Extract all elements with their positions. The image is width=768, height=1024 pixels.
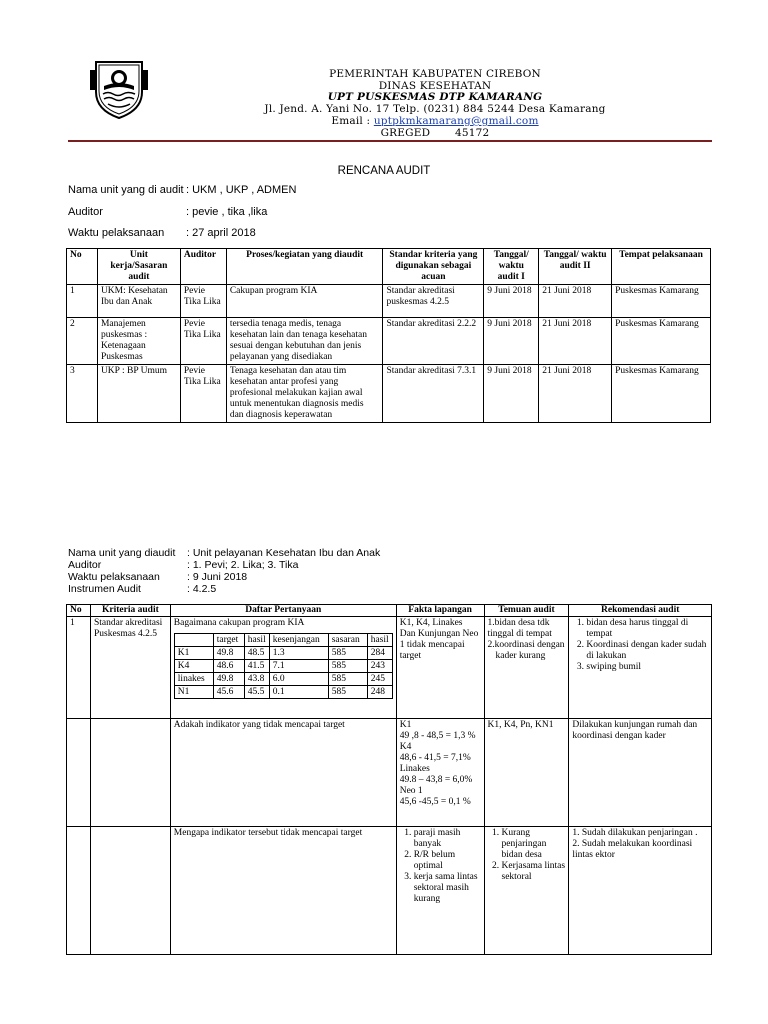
table-header-row (67, 605, 712, 617)
meta-value-unit: : Unit pelayanan Kesehatan Ibu dan Anak (187, 547, 381, 559)
fact-line: Linakes (399, 764, 430, 774)
fact-line: K1 (399, 720, 412, 730)
list-item: 2. Koordinasi dengan kader sudah di lakukan (586, 640, 708, 662)
cell-findings: K1, K4, Pn, KN1 (484, 719, 569, 827)
finding-line: kader kurang (495, 651, 546, 661)
audit-instrument-table (66, 604, 712, 955)
findings-list (488, 828, 566, 883)
inner-cell: K1 (174, 647, 213, 660)
inner-cell: 245 (367, 673, 392, 686)
inner-cell: sasaran (328, 634, 367, 647)
cell: 21 Juni 2018 (539, 285, 612, 318)
inner-cell: 41.5 (244, 660, 269, 673)
col-header-facts: Fakta lapangan (396, 605, 484, 617)
col-header-no: No (67, 605, 91, 617)
inner-cell: 585 (328, 686, 367, 699)
header-divider (68, 140, 712, 142)
table-row (67, 719, 712, 827)
inner-cell: 585 (328, 647, 367, 660)
cell-no (67, 719, 91, 827)
cell: UKP : BP Umum (97, 365, 180, 423)
meta-label-date: Waktu pelaksanaan (68, 227, 165, 239)
cell-criteria: Standar akreditasi Puskesmas 4.2.5 (90, 617, 170, 719)
cell: Pevie Tika Lika (180, 318, 226, 365)
facts-list (400, 828, 481, 905)
header-line-address: Jl. Jend. A. Yani No. 17 Telp. (0231) 884 5244 Desa Kamarang (264, 103, 606, 115)
inner-cell: 48.6 (213, 660, 244, 673)
header-line-puskesmas: UPT PUSKESMAS DTP KAMARANG (327, 91, 543, 103)
meta-label-auditor: Auditor (68, 559, 102, 571)
inner-cell: 48.5 (244, 647, 269, 660)
inner-cell: 45.6 (213, 686, 244, 699)
inner-cell: 6.0 (269, 673, 328, 686)
col-header-questions: Daftar Pertanyaan (170, 605, 396, 617)
meta-value-instrument: : 4.2.5 (187, 583, 217, 595)
cell: 21 Juni 2018 (539, 318, 612, 365)
inner-cell: 1.3 (269, 647, 328, 660)
meta-label-auditor: Auditor (68, 206, 103, 218)
inner-cell: 248 (367, 686, 392, 699)
cell-recommendations (569, 617, 712, 719)
cell: 2 (67, 318, 98, 365)
list-item: 3. swiping bumil (586, 662, 708, 673)
document-title: RENCANA AUDIT (337, 165, 431, 177)
cell: Pevie Tika Lika (180, 365, 226, 423)
cell-recommendations (569, 827, 712, 955)
cell-facts: K1, K4, Linakes Dan Kunjungan Neo 1 tidak mencapai target (396, 617, 484, 719)
cell-recommendations: Dilakukan kunjungan rumah dan koordinasi dengan kader (569, 719, 712, 827)
col-header-recommendations: Rekomendasi audit (569, 605, 712, 617)
recommendation-line: 1. Sudah dilakukan penjaringan . (572, 828, 698, 838)
meta-value-date: : 27 april 2018 (186, 227, 256, 239)
cell: 3 (67, 365, 98, 423)
meta-value-unit: : UKM , UKP , ADMEN (186, 184, 297, 196)
cell: Puskesmas Kamarang (612, 285, 711, 318)
recommendation-line: 2. Sudah melakukan koordinasi lintas ektor (572, 839, 693, 860)
col-header-place: Tempat pelaksanaan (612, 249, 711, 285)
table-row (67, 827, 712, 955)
inner-row (174, 647, 392, 660)
inner-cell: 284 (367, 647, 392, 660)
cell: 9 Juni 2018 (484, 285, 539, 318)
list-item: 2. R/R belum optimal (414, 850, 481, 872)
inner-cell: 49.8 (213, 673, 244, 686)
inner-row (174, 686, 392, 699)
cell: Puskesmas Kamarang (612, 365, 711, 423)
col-header-findings: Temuan audit (484, 605, 569, 617)
inner-cell: 43.8 (244, 673, 269, 686)
cell-no: 1 (67, 617, 91, 719)
cell: Manajemen puskesmas : Ketenagaan Puskesmas (97, 318, 180, 365)
col-header-process: Proses/kegiatan yang diaudit (226, 249, 383, 285)
cell-facts (396, 827, 484, 955)
list-item: 1. bidan desa harus tinggal di tempat (586, 618, 708, 640)
col-header-date1: Tanggal/ waktu audit I (484, 249, 539, 285)
col-header-auditor: Auditor (180, 249, 226, 285)
fact-line: 49.8 – 43,8 = 6,0% (399, 775, 473, 785)
list-item: 2. Kerjasama lintas sektoral (502, 861, 566, 883)
inner-cell: N1 (174, 686, 213, 699)
table-row (67, 318, 711, 365)
cell: 21 Juni 2018 (539, 365, 612, 423)
inner-cell (174, 634, 213, 647)
cell-criteria (90, 827, 170, 955)
list-item: 3. kerja sama lintas sektoral masih kurang (414, 872, 481, 905)
cell: Standar akreditasi 7.3.1 (383, 365, 484, 423)
meta-value-auditor: : 1. Pevi; 2. Lika; 3. Tika (187, 559, 299, 571)
inner-cell: 7.1 (269, 660, 328, 673)
header-line-government: PEMERINTAH KABUPATEN CIREBON (329, 68, 541, 80)
email-link[interactable]: uptpkmkamarang@gmail.com (373, 115, 539, 127)
cell: tersedia tenaga medis, tenaga kesehatan lain dan tenaga kesehatan sesuai dengan kebutuhan dan jenis pelayanan yang disediakan (226, 318, 383, 365)
cell-question: Mengapa indikator tersebut tidak mencapai target (170, 827, 396, 955)
fact-line: K4 (399, 742, 412, 752)
table-row (67, 617, 712, 719)
meta-value-auditor: : pevie , tika ,lika (186, 206, 268, 218)
cell-findings (484, 617, 569, 719)
finding-line: 2.koordinasi dengan (487, 640, 565, 650)
cell-findings (484, 827, 569, 955)
cell: UKM: Kesehatan Ibu dan Anak (97, 285, 180, 318)
inner-cell: 585 (328, 660, 367, 673)
recommendation-list (572, 618, 708, 673)
inner-cell: 0.1 (269, 686, 328, 699)
inner-cell: 243 (367, 660, 392, 673)
fact-line: 48,6 - 41,5 = 7,1% (399, 753, 471, 763)
cell: Pevie Tika Lika (180, 285, 226, 318)
meta-label-unit: Nama unit yang di audit (68, 184, 184, 196)
inner-cell: linakes (174, 673, 213, 686)
col-header-date2: Tanggal/ waktu audit II (539, 249, 612, 285)
question-text: Bagaimana cakupan program KIA (173, 618, 305, 628)
cell: Puskesmas Kamarang (612, 318, 711, 365)
cell-question (170, 617, 396, 719)
fact-line: 45,6 -45,5 = 0,1 % (399, 797, 471, 807)
inner-cell: K4 (174, 660, 213, 673)
meta-label-instrument: Instrumen Audit (68, 583, 141, 595)
cell: Tenaga kesehatan dan atau tim kesehatan antar profesi yang profesional melakukan kajian awal untuk menentukan diagnosis medis dan diagnosis keperawatan (226, 365, 383, 423)
cell: 9 Juni 2018 (484, 318, 539, 365)
header-line-department: DINAS KESEHATAN (378, 80, 492, 92)
table-row (67, 365, 711, 423)
cell: Standar akreditasi puskesmas 4.2.5 (383, 285, 484, 318)
table-header-row (67, 249, 711, 285)
header-line-postal: GREGED 45172 (380, 127, 490, 139)
inner-cell: hasil (244, 634, 269, 647)
list-item: 1. paraji masih banyak (414, 828, 481, 850)
col-header-unit: Unit kerja/Sasaran audit (97, 249, 180, 285)
cell: Cakupan program KIA (226, 285, 383, 318)
col-header-no: No (67, 249, 98, 285)
regency-emblem-logo (88, 56, 150, 120)
kia-coverage-table (174, 633, 393, 699)
inner-cell: 585 (328, 673, 367, 686)
inner-cell: hasil (367, 634, 392, 647)
cell-question: Adakah indikator yang tidak mencapai target (170, 719, 396, 827)
meta-value-date: : 9 Juni 2018 (187, 571, 248, 583)
list-item: 1. Kurang penjaringan bidan desa (502, 828, 566, 861)
cell: 1 (67, 285, 98, 318)
meta-label-unit: Nama unit yang diaudit (68, 547, 176, 559)
cell-no (67, 827, 91, 955)
inner-row (174, 660, 392, 673)
finding-line: 1.bidan desa tdk tinggal di tempat (487, 618, 552, 639)
inner-row (174, 673, 392, 686)
col-header-standard: Standar kriteria yang digunakan sebagai acuan (383, 249, 484, 285)
col-header-criteria: Kriteria audit (90, 605, 170, 617)
audit-plan-table (66, 248, 711, 423)
inner-cell: 45.5 (244, 686, 269, 699)
cell-facts (396, 719, 484, 827)
cell: Standar akreditasi 2.2.2 (383, 318, 484, 365)
email-label: Email : (331, 115, 371, 127)
inner-cell: target (213, 634, 244, 647)
cell: 9 Juni 2018 (484, 365, 539, 423)
inner-cell: kesenjangan (269, 634, 328, 647)
inner-cell: 49.8 (213, 647, 244, 660)
cell-criteria (90, 719, 170, 827)
meta-label-date: Waktu pelaksanaan (68, 571, 160, 583)
fact-line: Neo 1 (399, 786, 423, 796)
table-row (67, 285, 711, 318)
fact-line: 49 ,8 - 48,5 = 1,3 % (399, 731, 476, 741)
inner-header-row (174, 634, 392, 647)
